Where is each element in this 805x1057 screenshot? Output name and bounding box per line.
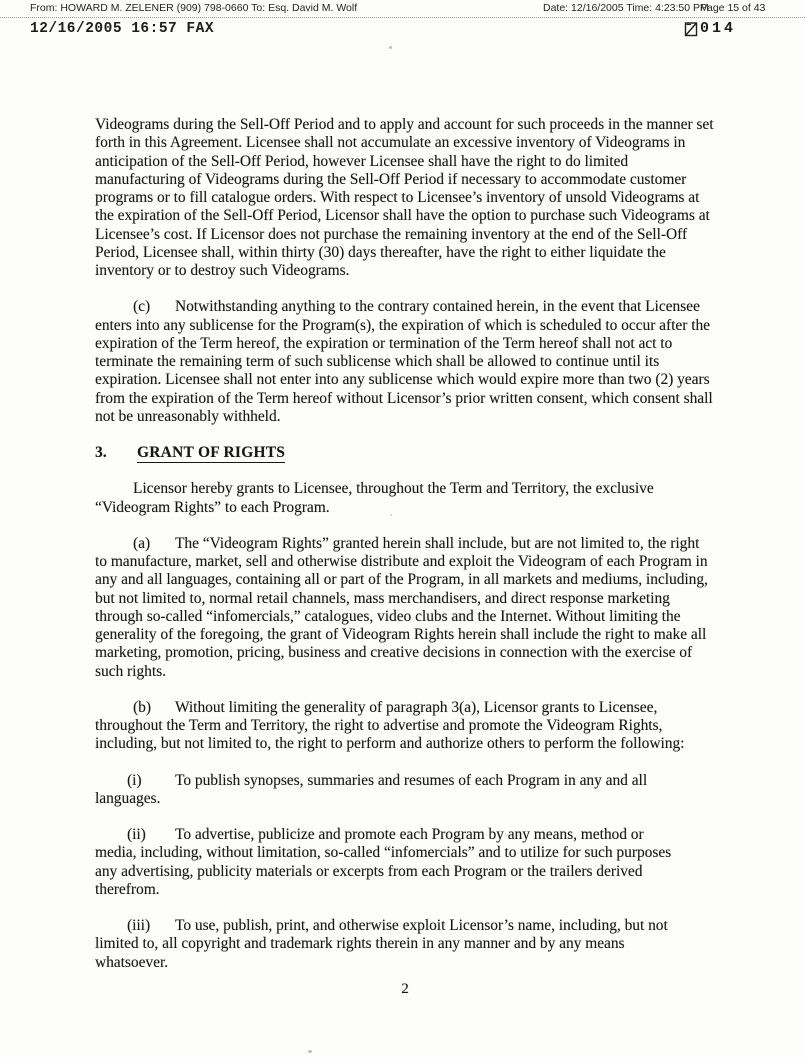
agreement-paragraph-selloff — [95, 116, 715, 280]
paragraph-text: To advertise, publicize and promote each Program by any means, method or media, including, without limitation, so-called “infomercials” and to utilize for such purposes any advertising, publicity materials or excerpts from each Program or the trailers derived therefrom. — [95, 826, 672, 898]
agreement-subparagraph-iii — [95, 917, 673, 972]
agreement-paragraph-b — [95, 699, 715, 754]
paragraph-text: To publish synopses, summaries and resumes of each Program in any and all languages. — [95, 771, 648, 807]
noise-speck — [308, 1050, 312, 1053]
paragraph-text: To use, publish, print, and otherwise exploit Licensor’s name, including, but not limited to, all copyright and trademark rights therein in any manner and by any means whatsoever. — [95, 917, 668, 971]
fax-header-date-time: Date: 12/16/2005 Time: 4:23:50 PM — [543, 2, 709, 14]
paragraph-text: The “Videogram Rights” granted herein shall include, but are not limited to, the right to manufacture, market, sell and otherwise distribute and exploit the Videogram of each Program in any and all languages, containing all or part of the Program, in all markets and mediums, including, but not limited to, normal retail channels, mass merchandisers, and direct response marketing through so-called “infomercials,” catalogues, video clubs and the Internet. Without limiting the generality of the foregoing, the grant of Videogram Rights herein shall include the right to make all marketing, promotion, pricing, business and creative decisions in connection with the exercise of such rights. — [95, 534, 708, 680]
dotted-separator — [0, 17, 805, 18]
noise-speck — [389, 46, 392, 49]
paragraph-marker: (c) — [133, 298, 151, 316]
agreement-paragraph-a — [95, 535, 715, 681]
agreement-paragraph-c — [95, 298, 715, 426]
section-heading-grant-of-rights — [95, 444, 715, 462]
agreement-body — [95, 116, 715, 972]
fax-header-page-count: Page 15 of 43 — [700, 2, 766, 14]
paragraph-marker: (a) — [133, 534, 151, 552]
agreement-paragraph-grant-intro — [95, 480, 715, 517]
agreement-subparagraph-i — [95, 772, 673, 809]
paragraph-marker: (i) — [127, 771, 142, 789]
fax-page-counter-value: 014 — [700, 20, 737, 37]
paragraph-text: Licensor hereby grants to Licensee, throughout the Term and Territory, the exclusive “Videogram Rights” to each Program. — [95, 480, 654, 516]
noise-speck — [390, 514, 392, 516]
fax-header-from: From: HOWARD M. ZELENER (909) 798-0660 To: Esq. David M. Wolf — [30, 2, 358, 14]
paragraph-marker: (b) — [133, 698, 151, 716]
heading-title: GRANT OF RIGHTS — [137, 444, 286, 461]
paragraph-text: Without limiting the generality of paragraph 3(a), Licensor grants to Licensee, throughout the Term and Territory, the right to advertise and promote the Videogram Rights, including, but not limited to, the right to perform and authorize others to perform the following: — [95, 698, 685, 753]
fax-page-icon — [684, 21, 698, 37]
fax-receipt-stamp: 12/16/2005 16:57 FAX — [30, 21, 215, 37]
paragraph-text: Videograms during the Sell-Off Period and to apply and account for such proceeds in the manner set forth in this Agreement. Licensee shall not accumulate an excessive inventory of Videograms in anticipation of the Sell-Off Period, however Licensee shall have the right to do limited manufacturing of Videograms during the Sell-Off Period if necessary to accommodate customer programs or to fill catalogue orders. With respect to Licensee’s inventory of unsold Videograms at the expiration of the Sell-Off Period, Licensor shall have the option to purchase such Videograms at Licensee’s cost. If Licensor does not purchase the remaining inventory at the end of the Sell-Off Period, Licensee shall, within thirty (30) days thereafter, have the right to either liquidate the inventory or to destroy such Videograms. — [95, 116, 714, 279]
page-number: 2 — [401, 981, 409, 997]
heading-number: 3. — [95, 444, 107, 461]
agreement-subparagraph-ii — [95, 826, 673, 899]
paragraph-marker: (iii) — [127, 917, 151, 934]
paragraph-marker: (ii) — [127, 826, 146, 843]
fax-page-counter — [684, 20, 736, 37]
paragraph-text: Notwithstanding anything to the contrary contained herein, in the event that Licensee enters into any sublicense for the Program(s), the expiration of which is scheduled to occur after the expiration of the Term hereof, the expiration or termination of the Term hereof shall not act to terminate the remaining term of such sublicense which shall be allowed to continue until its expiration. Licensee shall not enter into any sublicense which would expire more than two (2) years from the expiration of the Term hereof without Licensor’s prior written consent, which consent shall not be unreasonably withheld. — [95, 298, 713, 425]
fax-header — [0, 2, 805, 16]
